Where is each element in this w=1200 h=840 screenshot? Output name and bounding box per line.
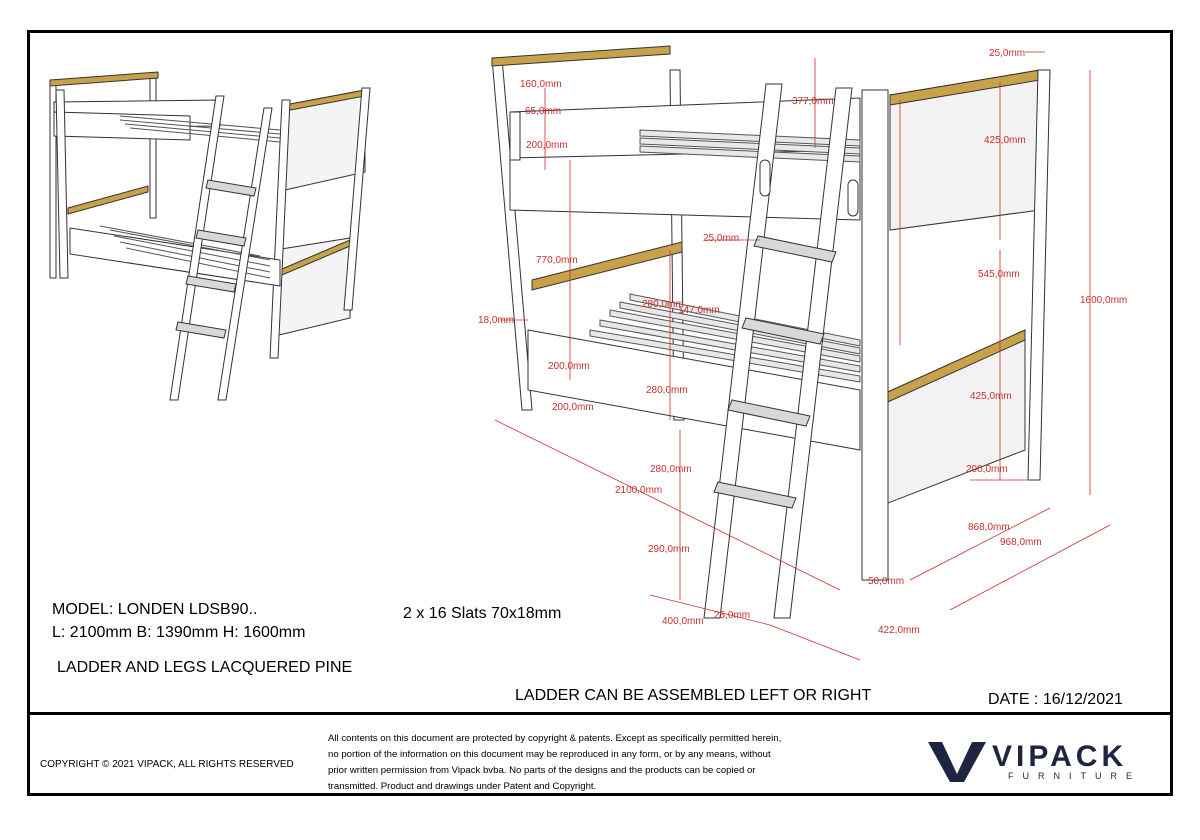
dim-label-868: 868,0mm: [968, 522, 1010, 533]
vipack-logo: [928, 738, 1143, 786]
dim-label-2100: 2100,0mm: [615, 485, 663, 496]
dim-label-422: 422,0mm: [878, 625, 920, 636]
ladder-note: LADDER CAN BE ASSEMBLED LEFT OR RIGHT: [515, 687, 872, 704]
legal-line: no portion of the information on this document may be reproduced in any form, or by any means, without: [328, 749, 771, 760]
dim-label-160: 160,0mm: [520, 79, 562, 90]
footer-divider: [27, 712, 1173, 715]
dim-label-770: 770,0mm: [536, 255, 578, 266]
dim-label-1600: 1600,0mm: [1080, 295, 1128, 306]
dim-label-200-low: 200,0mm: [552, 402, 594, 413]
dim-label-280-a: 280,0mm: [642, 299, 684, 310]
dim-label-200-right: 200,0mm: [966, 464, 1008, 475]
dim-label-200-top: 200,0mm: [526, 140, 568, 151]
dim-label-25-mid: 25,0mm: [703, 233, 740, 244]
dim-label-280-c: 280,0mm: [650, 464, 692, 475]
legal-notice: [328, 731, 838, 795]
dim-label-425-top: 425,0mm: [984, 135, 1026, 146]
dim-label-425-bot: 425,0mm: [970, 391, 1012, 402]
dim-label-25-bot: 25,0mm: [714, 610, 751, 621]
dim-label-280-b: 280,0mm: [646, 385, 688, 396]
dim-label-400: 400,0mm: [662, 616, 704, 627]
slats-text: 2 x 16 Slats 70x18mm: [403, 605, 562, 622]
dim-label-290: 290,0mm: [648, 544, 690, 555]
brand-subtitle: FURNITURE: [1008, 771, 1141, 781]
brand-name: VIPACK: [992, 740, 1128, 773]
dim-label-147: 147,0mm: [678, 305, 720, 316]
dim-label-50: 50,0mm: [868, 576, 905, 587]
legal-line: transmitted. Product and drawings under Patent and Copyright.: [328, 781, 597, 792]
dim-label-65: 65,0mm: [525, 106, 562, 117]
date-text: DATE : 16/12/2021: [988, 691, 1123, 708]
dim-label-25-top: 25,0mm: [989, 48, 1026, 59]
bunk-bed-overview-drawing: [40, 60, 390, 410]
dim-label-200-mid: 200,0mm: [548, 361, 590, 372]
dimensions-text: L: 2100mm B: 1390mm H: 1600mm: [52, 624, 306, 641]
legal-line: prior written permission from Vipack bvba. No parts of the designs and the products can be copied or: [328, 765, 756, 776]
legal-line: All contents on this document are protected by copyright & patents. Except as specifically permitted herein,: [328, 733, 782, 744]
copyright-text: COPYRIGHT © 2021 VIPACK, ALL RIGHTS RESERVED: [40, 759, 294, 770]
finish-text: LADDER AND LEGS LACQUERED PINE: [57, 659, 353, 676]
dim-label-968: 968,0mm: [1000, 537, 1042, 548]
model-text: MODEL: LONDEN LDSB90..: [52, 601, 258, 618]
vipack-logo-icon: [928, 740, 986, 782]
dim-label-377: 377,0mm: [792, 96, 834, 107]
dim-label-18: 18,0mm: [478, 315, 515, 326]
dim-label-545: 545,0mm: [978, 269, 1020, 280]
bunk-bed-dimension-drawing: [470, 40, 1160, 670]
